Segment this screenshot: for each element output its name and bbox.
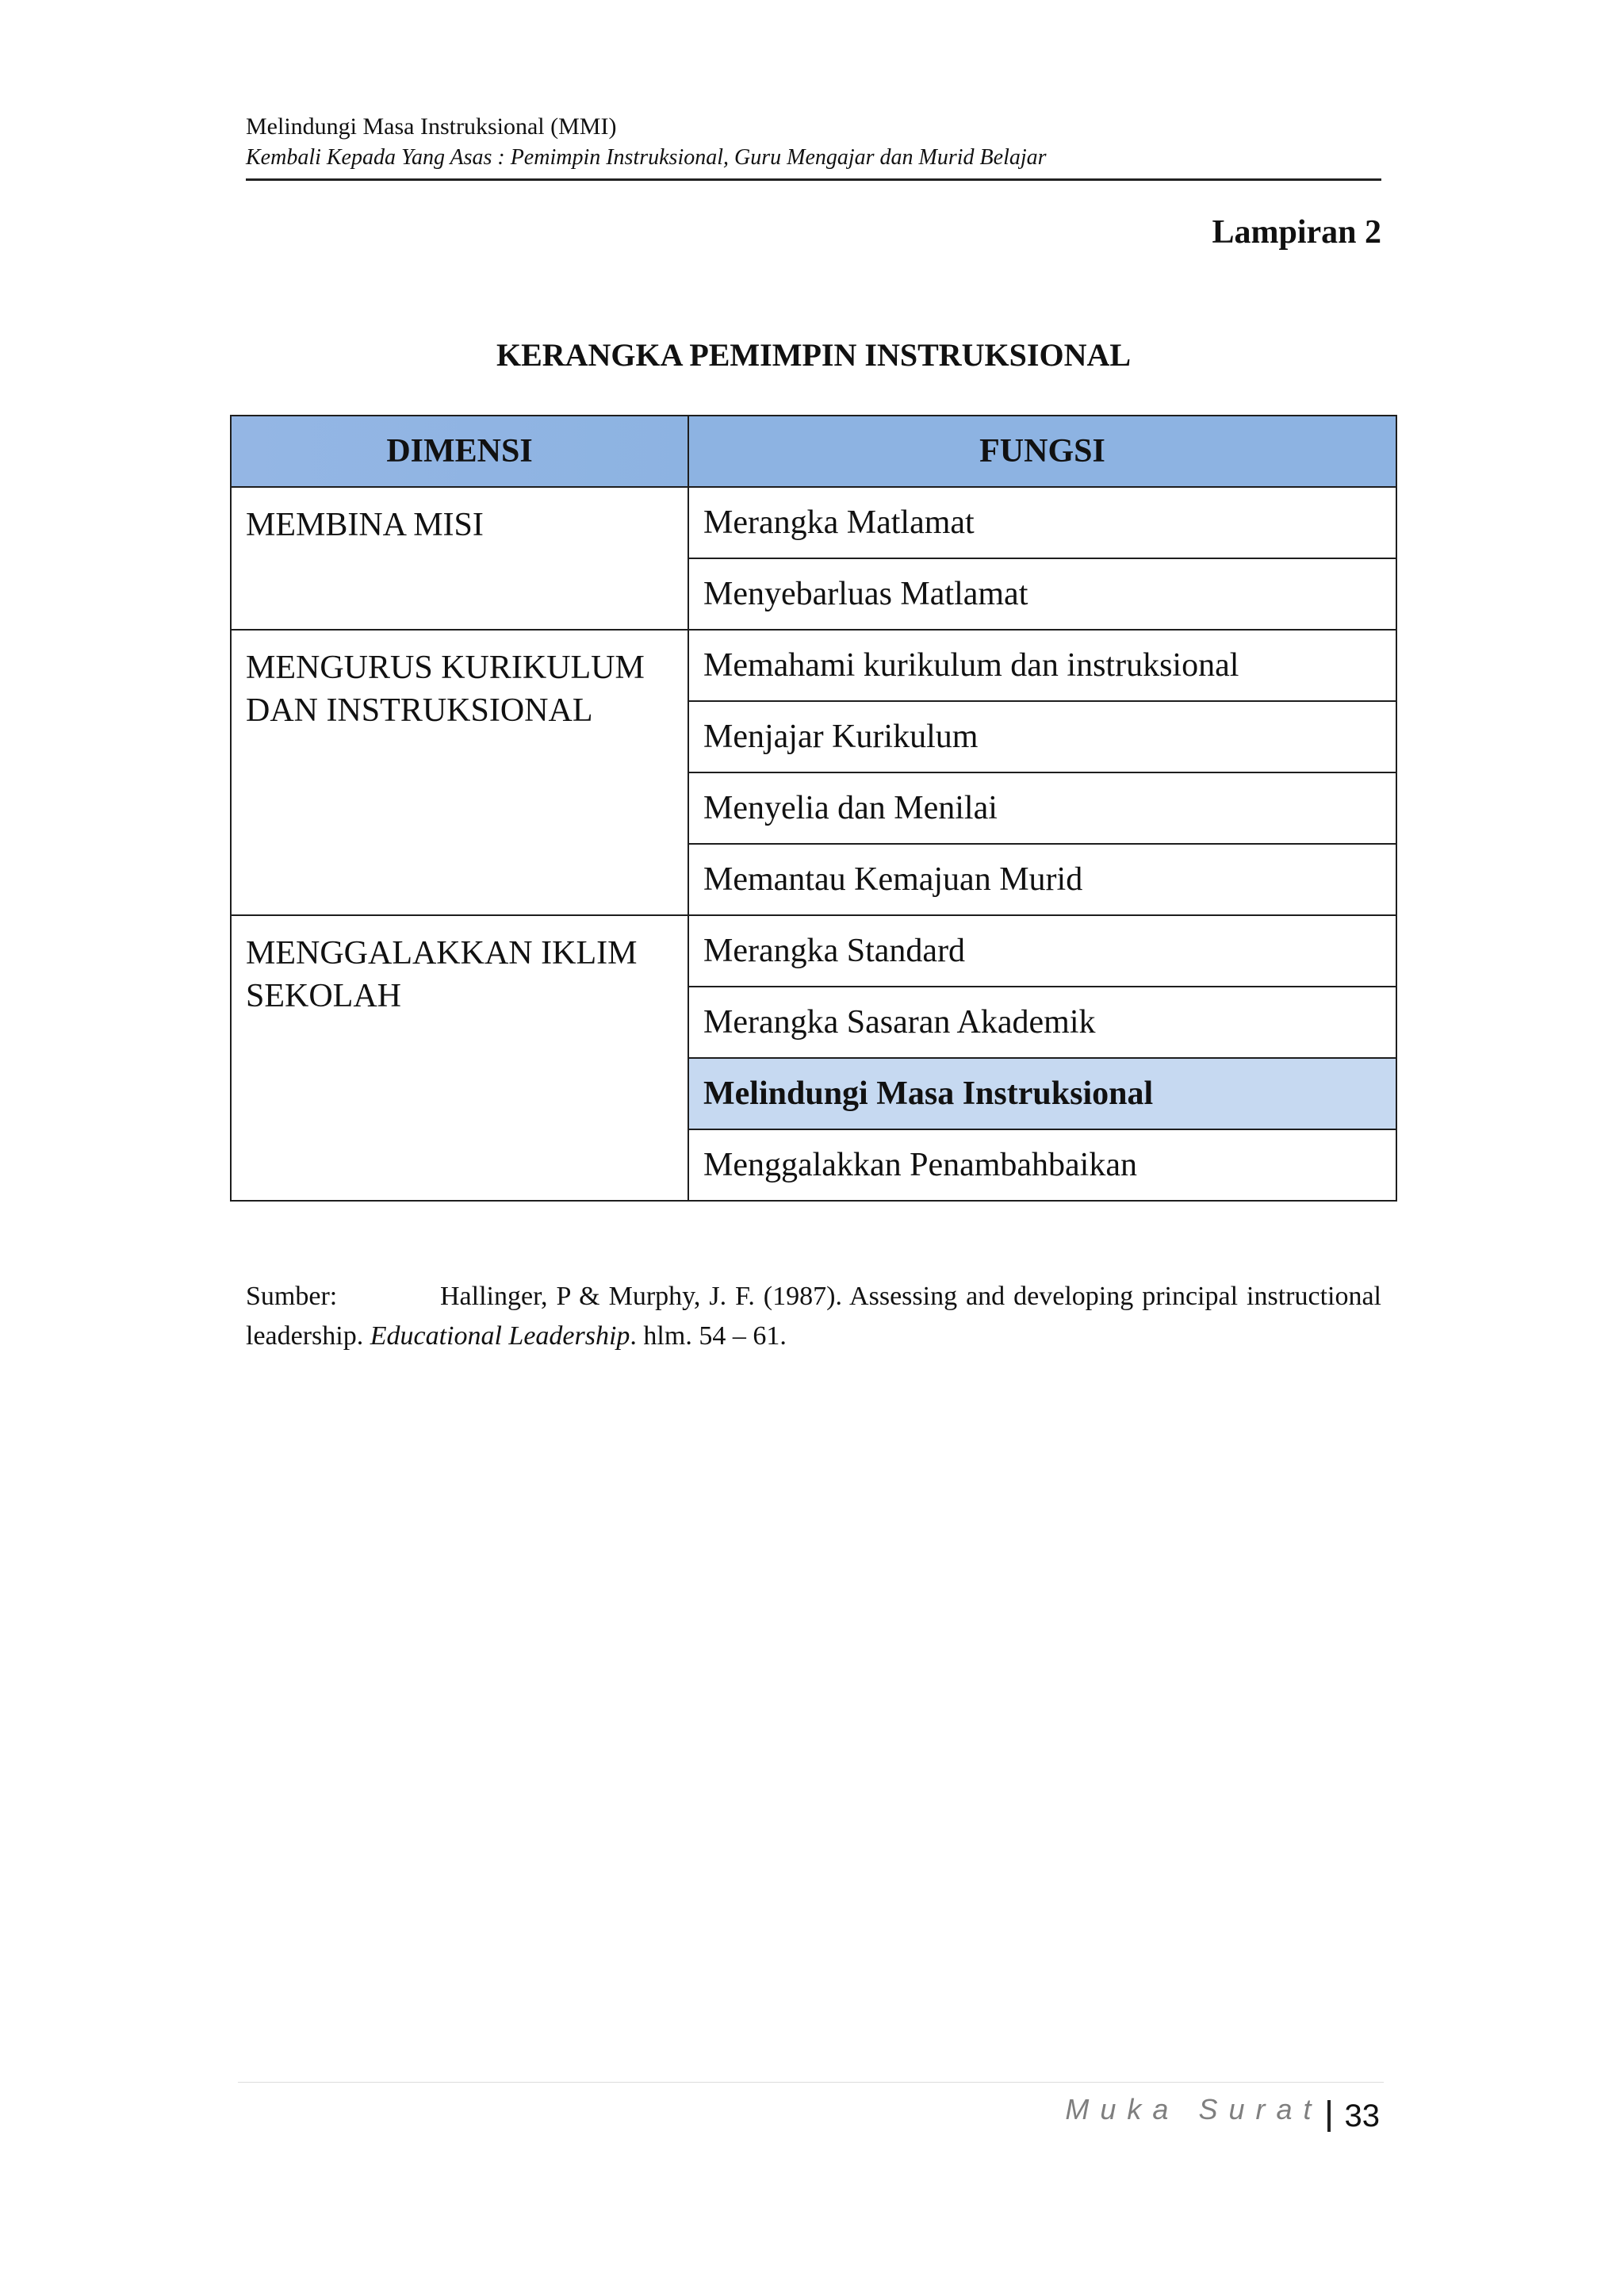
function-cell: Menyelia dan Menilai bbox=[688, 772, 1396, 844]
source-pages: . hlm. 54 – 61. bbox=[630, 1321, 787, 1351]
header-title: Melindungi Masa Instruksional (MMI) bbox=[246, 113, 617, 140]
function-cell: Merangka Standard bbox=[688, 915, 1396, 987]
dimension-cell-mengurus-kurikulum bbox=[231, 630, 688, 915]
source-label: Sumber: bbox=[246, 1282, 338, 1311]
function-cell: Memahami kurikulum dan instruksional bbox=[688, 630, 1396, 701]
function-cell: Menggalakkan Penambahbaikan bbox=[688, 1129, 1396, 1201]
page-title: KERANGKA PEMIMPIN INSTRUKSIONAL bbox=[496, 337, 1132, 373]
table-row bbox=[231, 487, 1396, 558]
function-cell: Merangka Sasaran Akademik bbox=[688, 987, 1396, 1058]
function-cell-highlighted: Melindungi Masa Instruksional bbox=[688, 1058, 1396, 1129]
dimension-cell-menggalakkan-iklim bbox=[231, 915, 688, 1201]
appendix-label: Lampiran 2 bbox=[1212, 214, 1381, 251]
page-number: 33 bbox=[1344, 2098, 1380, 2133]
dimension-cell-membina-misi bbox=[231, 487, 688, 630]
column-header-fungsi: FUNGSI bbox=[688, 416, 1396, 487]
function-cell: Memantau Kemajuan Murid bbox=[688, 844, 1396, 915]
page-label: Muka Surat bbox=[1065, 2093, 1323, 2125]
function-cell: Menyebarluas Matlamat bbox=[688, 558, 1396, 630]
function-cell: Menjajar Kurikulum bbox=[688, 701, 1396, 772]
dimension-text: SEKOLAH bbox=[246, 978, 401, 1014]
table-header-row bbox=[231, 416, 1396, 487]
header-subtitle: Kembali Kepada Yang Asas : Pemimpin Instruksional, Guru Mengajar dan Murid Belajar bbox=[246, 145, 1047, 170]
running-header bbox=[246, 111, 1381, 173]
page-footer bbox=[872, 2087, 1380, 2138]
source-journal: Educational Leadership bbox=[370, 1321, 630, 1351]
footer-divider bbox=[238, 2082, 1384, 2083]
dimension-text: MENGGALAKKAN IKLIM bbox=[246, 935, 638, 972]
dimension-text: MEMBINA MISI bbox=[246, 507, 484, 543]
function-cell: Merangka Matlamat bbox=[688, 487, 1396, 558]
table-row bbox=[231, 915, 1396, 987]
dimension-text: DAN INSTRUKSIONAL bbox=[246, 692, 593, 729]
dimension-text: MENGURUS KURIKULUM bbox=[246, 650, 645, 686]
source-text: Hallinger, P & Murphy, J. F. (1987). Assessing and developing principal instructional leadership. bbox=[246, 1282, 1381, 1351]
source-citation bbox=[246, 1277, 1381, 1356]
page-separator bbox=[1327, 2100, 1331, 2132]
column-header-dimensi: DIMENSI bbox=[231, 416, 688, 487]
framework-table bbox=[230, 415, 1397, 1202]
header-divider bbox=[246, 178, 1381, 181]
table-row bbox=[231, 630, 1396, 701]
